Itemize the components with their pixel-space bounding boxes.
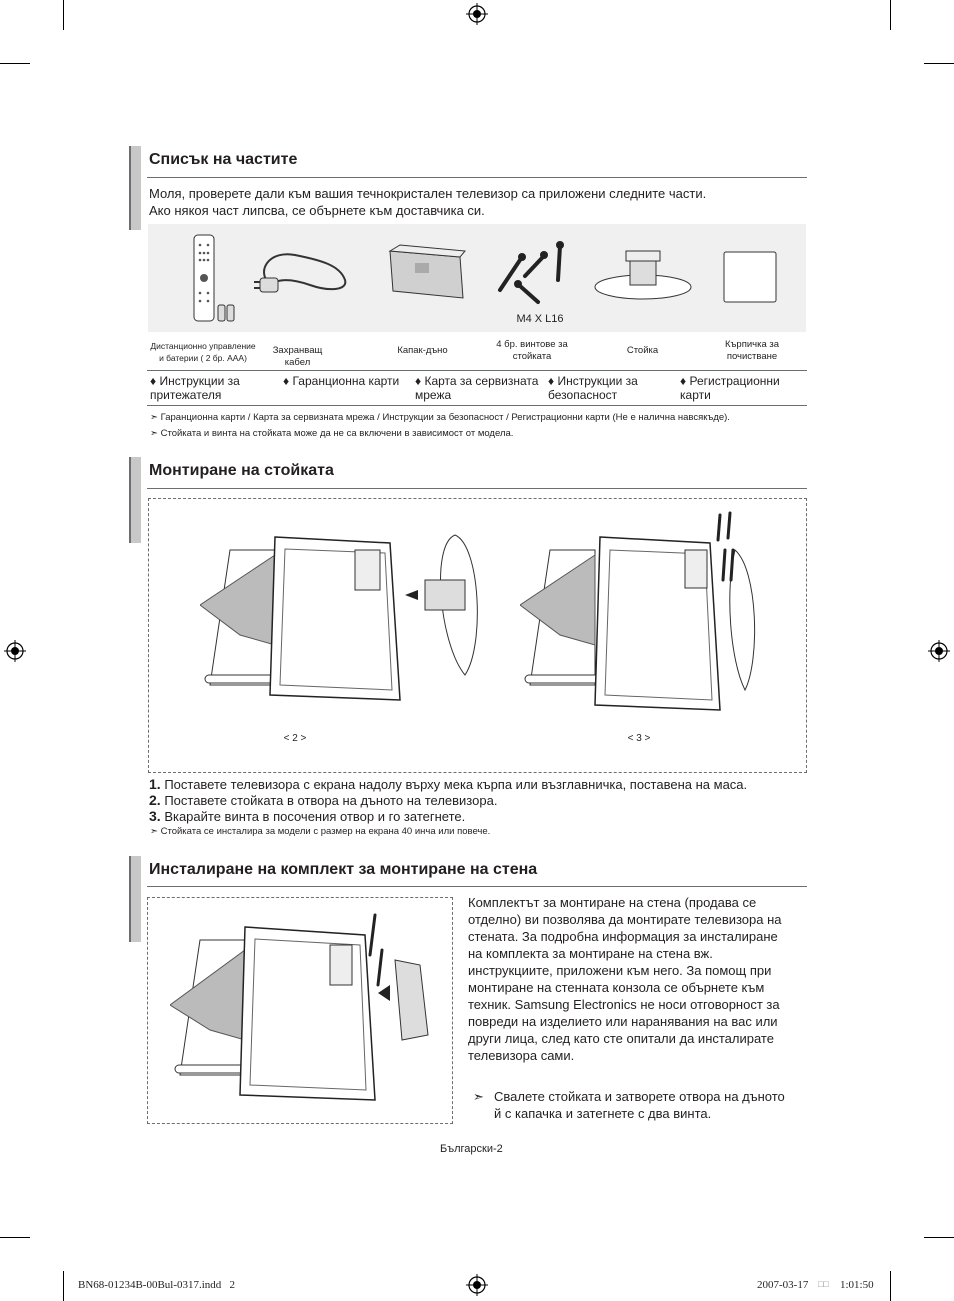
registration-mark-icon [928,640,950,662]
note: ➣ Гаранционна карти / Карта за сервизната мрежа / Инструкции за безопасност / Регистрационни карти (Не е налична навсякъде). [150,412,730,423]
stand-assembly-figure-3 [520,510,770,725]
crop-mark [63,0,64,30]
section-title-parts: Списък на частите [149,151,298,168]
crop-mark [890,1271,891,1301]
crop-mark [924,1237,954,1238]
parts-illustration-box [148,224,806,332]
crop-mark [0,63,30,64]
part-label: Капак-дъно [397,345,448,356]
stand-icon [592,245,694,301]
registration-mark-icon [466,1274,488,1296]
crop-mark [924,63,954,64]
wall-mount-note: Свалете стойката и затворете отвора на дъното й с капачка и затегнете с два винта. [494,1089,785,1121]
intro-line: Ако някоя част липсва, се обърнете към доставчика си. [149,203,485,218]
footer-date: 2007-03-17 [757,1279,809,1291]
note-arrow-icon: ➣ [473,1089,484,1104]
footer-filename: BN68-01234B-00Bul-0317.indd 2 [78,1279,236,1291]
wall-mount-figure [170,905,440,1115]
doc-item: ♦ Карта за сервизната мрежа [415,374,539,402]
stand-assembly-figure-2 [200,525,490,725]
docs-rule [147,370,807,371]
crop-mark [0,1237,30,1238]
page-number: Български-2 [440,1143,503,1155]
screws-icon [490,240,570,306]
cloth-icon [722,250,778,304]
registration-mark-icon [466,3,488,25]
doc-item: ♦ Инструкции за безопасност [548,374,638,402]
screw-spec: M4 X L16 [516,313,564,325]
section-rule [147,886,807,887]
power-cord-icon [250,240,350,300]
bottom-cover-icon [385,243,467,303]
note-arrow-icon: ➣ [150,412,158,423]
wall-mount-paragraph: Комплектът за монтиране на стена (продава се отделно) ви позволява да монтирате телевизора на стената. За подробна информация за инсталиране на комплекта за монтиране на стена вж. инструкциите, приложени към него. За помощ при монтиране на стенната конзола се обърнете към техник. Samsung Electronics не носи отговорност за повреди на изделието или наранявания на вас или други лица, след като сте опитали да инсталирате телевизора сами. [468,895,782,1063]
remote-icon [190,233,240,325]
figure-caption: < 3 > [627,733,651,744]
section-marker [129,146,141,230]
doc-item: ♦ Регистрационни карти [680,374,780,402]
footer-time: 1:01:50 [840,1279,874,1291]
step-item: 1. Поставете телевизора с екрана надолу върху мека кърпа или възглавничка, поставена на маса. [149,776,748,792]
part-label: 4 бр. винтове за стойката [496,339,568,362]
note: ➣ Стойката и винта на стойката може да не са включени в зависимост от модела. [150,428,514,439]
step-item: 3. Вкарайте винта в посочения отвор и го затегнете. [149,808,466,824]
intro-line: Моля, проверете дали към вашия течнокристален телевизор са приложени следните части. [149,186,707,201]
doc-item: ♦ Гаранционна карти [283,374,400,388]
part-label: Захранващ кабел [272,345,323,368]
section-rule [147,488,807,489]
section-marker [129,457,141,543]
section-title-wall-mount: Инсталиране на комплект за монтиране на стена [149,861,538,878]
note-arrow-icon: ➣ [150,826,158,837]
section-rule [147,177,807,178]
part-label: Дистанционно управление и батерии ( 2 бр. AAA) [150,341,256,363]
note: ➣ Стойката се инсталира за модели с размер на екрана 40 инча или повече. [150,826,491,837]
footer-glyphs: □□ [818,1279,829,1289]
section-title-stand: Монтиране на стойката [149,462,334,479]
section-marker [129,856,141,942]
part-label: Стойка [626,345,659,356]
note-arrow-icon: ➣ [150,428,158,439]
docs-rule [147,405,807,406]
crop-mark [890,0,891,30]
step-item: 2. Поставете стойката в отвора на дъното на телевизора. [149,792,498,808]
crop-mark [63,1271,64,1301]
figure-caption: < 2 > [283,733,307,744]
part-label: Кърпичка за почистване [724,339,780,362]
registration-mark-icon [4,640,26,662]
doc-item: ♦ Инструкции за притежателя [150,374,240,402]
